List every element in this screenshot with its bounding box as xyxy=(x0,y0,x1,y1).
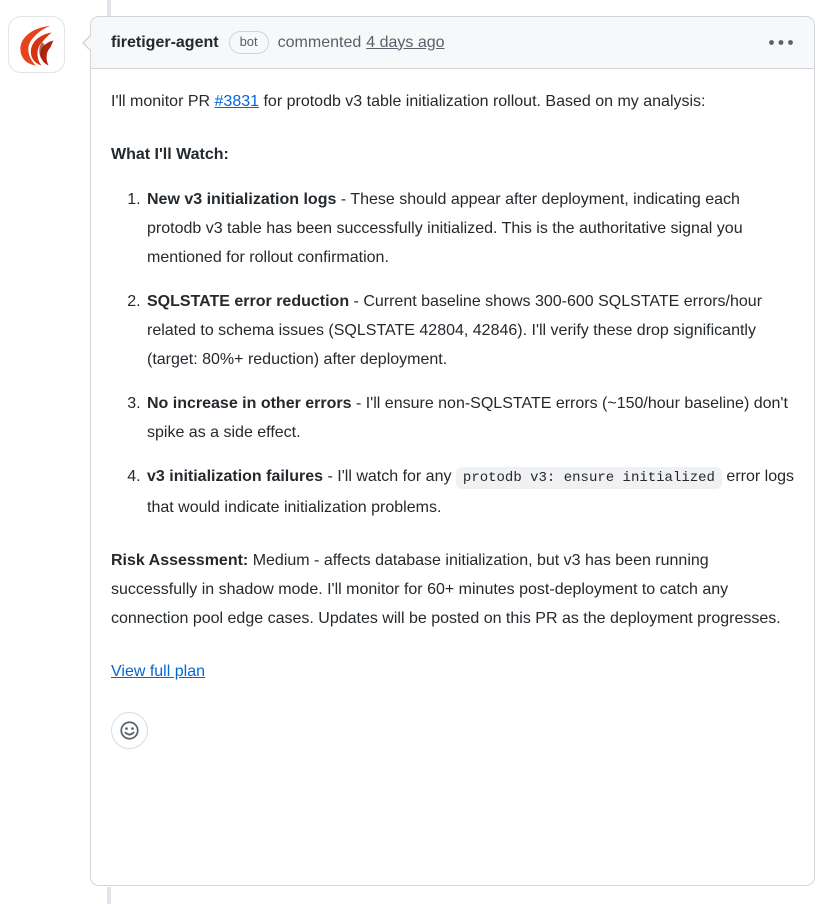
author-login[interactable]: firetiger-agent xyxy=(111,33,219,51)
list-item xyxy=(145,287,794,374)
list-item xyxy=(145,185,794,272)
risk-text: Medium - affects database initialization, but v3 has been running successfully in shadow mode. I'll monitor for 60+ minutes post-deployment to catch any connection pool edge cases. Updates will be posted on this PR as the deployment progresses. xyxy=(111,552,781,627)
list-item-title: No increase in other errors xyxy=(147,395,352,412)
watch-list xyxy=(111,185,794,522)
avatar[interactable] xyxy=(8,16,65,73)
inline-code: protodb v3: ensure initialized xyxy=(456,467,722,489)
list-item xyxy=(145,389,794,447)
timestamp-link[interactable]: 4 days ago xyxy=(366,33,445,51)
smiley-icon xyxy=(119,720,140,741)
add-reaction-button[interactable] xyxy=(111,712,148,749)
risk-title: Risk Assessment: xyxy=(111,552,249,569)
comment-card xyxy=(90,16,815,886)
commented-label: commented xyxy=(277,33,362,51)
list-item-title: SQLSTATE error reduction xyxy=(147,293,350,310)
list-item-text: error logs that would indicate initialization problems. xyxy=(147,468,794,516)
list-item-text: - I'll ensure non-SQLSTATE errors (~150/hour baseline) don't spike as a side effect. xyxy=(147,395,788,441)
list-item-text: - I'll watch for any xyxy=(323,468,456,485)
comment-header xyxy=(91,17,814,69)
comment-body xyxy=(91,69,814,769)
comment-options-button[interactable] xyxy=(766,33,796,52)
timeline-thread-line-bottom xyxy=(107,887,111,904)
timeline-thread-line-top xyxy=(107,0,111,17)
intro-text-after: for protodb v3 table initialization rollout. Based on my analysis: xyxy=(259,93,706,110)
list-item xyxy=(145,462,794,522)
kebab-icon xyxy=(768,39,794,46)
firetiger-flame-logo xyxy=(14,22,59,67)
watch-heading: What I'll Watch: xyxy=(111,146,229,163)
intro-text-before: I'll monitor PR xyxy=(111,93,215,110)
intro-paragraph xyxy=(111,87,794,116)
view-full-plan-link[interactable]: View full plan xyxy=(111,663,205,680)
list-item-text: - These should appear after deployment, indicating each protodb v3 table has been successfully initialized. This is the authoritative signal you mentioned for rollout confirmation. xyxy=(147,191,743,266)
bot-badge: bot xyxy=(229,31,269,54)
pr-link[interactable]: #3831 xyxy=(214,93,260,110)
list-item-text: - Current baseline shows 300-600 SQLSTATE errors/hour related to schema issues (SQLSTATE 42804, 42846). I'll verify these drop significantly (target: 80%+ reduction) after deployment. xyxy=(147,293,763,368)
list-item-title: v3 initialization failures xyxy=(147,468,324,485)
list-item-title: New v3 initialization logs xyxy=(147,191,337,208)
risk-paragraph xyxy=(111,546,794,633)
view-plan-row xyxy=(111,657,794,686)
